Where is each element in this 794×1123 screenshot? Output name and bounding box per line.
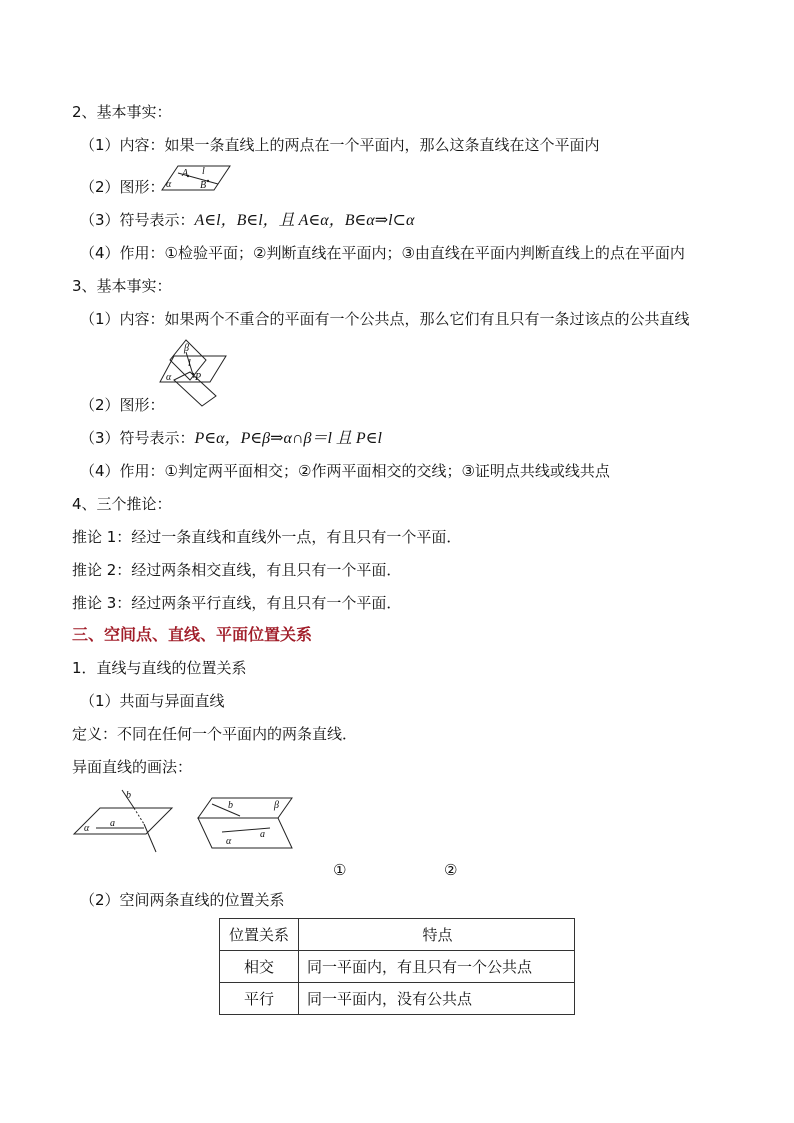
section3-sub1-2: （2）空间两条直线的位置关系 (80, 891, 285, 909)
skew-fig2-alpha: α (226, 836, 232, 847)
fact3-fig-alpha: α (166, 372, 172, 383)
corollary-1: 推论 1：经过一条直线和直线外一点，有且只有一个平面． (72, 528, 462, 546)
fact3-fig-l: l (188, 358, 191, 369)
table-row (220, 951, 575, 983)
table-cell: 平行 (220, 983, 299, 1015)
corollary-2: 推论 2：经过两条相交直线，有且只有一个平面． (72, 561, 402, 579)
table-header-row (220, 919, 575, 951)
skew-fig2-beta: β (274, 800, 279, 811)
fact3-planes-figure (160, 338, 230, 408)
skew-definition: 定义：不同在任何一个平面内的两条直线． (72, 725, 358, 743)
section3-title: 三、空间点、直线、平面位置关系 (72, 625, 313, 644)
table-cell: 相交 (220, 951, 299, 983)
skew-fig1-alpha: α (84, 823, 90, 834)
skew-figure-2 (196, 796, 296, 852)
skew-fig2-a: a (260, 829, 265, 840)
fact2-fig-alpha: α (166, 179, 172, 190)
fact3-symbol-expr: P∈α，P∈β⇒α∩β＝l 且 P∈l (194, 430, 382, 447)
table-header-cell: 位置关系 (220, 919, 299, 951)
fact2-fig-B: B (200, 180, 207, 191)
figure-number-2: ② (444, 861, 458, 879)
skew-drawing-label: 异面直线的画法： (72, 758, 193, 776)
fact2-fig-l: l (202, 166, 205, 177)
fact2-figure-label: （2）图形： (80, 178, 165, 196)
skew-figure-1 (74, 788, 174, 858)
fact2-symbol (80, 210, 414, 231)
fact3-symbol (80, 428, 382, 449)
fact3-heading: 3、基本事实： (72, 277, 172, 295)
figure-number-1: ① (333, 861, 347, 879)
fact3-figure-label: （2）图形： (80, 396, 165, 414)
fact2-content: （1）内容：如果一条直线上的两点在一个平面内，那么这条直线在这个平面内 (80, 136, 600, 154)
section3-sub1-1: （1）共面与异面直线 (80, 692, 225, 710)
corollary-3: 推论 3：经过两条平行直线，有且只有一个平面． (72, 594, 402, 612)
fact3-content: （1）内容：如果两个不重合的平面有一个公共点，那么它们有且只有一条过该点的公共直线 (80, 310, 690, 328)
skew-fig1-a: a (110, 818, 115, 829)
section3-sub1: 1．直线与直线的位置关系 (72, 659, 247, 677)
table-cell: 同一平面内，有且只有一个公共点 (299, 951, 575, 983)
skew-fig2-b: b (228, 800, 233, 811)
fact2-plane-figure (160, 164, 232, 192)
table-row (220, 983, 575, 1015)
table-cell: 同一平面内，没有公共点 (299, 983, 575, 1015)
corollaries-heading: 4、三个推论： (72, 495, 172, 513)
fact3-fig-beta: β (184, 343, 189, 354)
fact2-symbol-label: （3）符号表示： (80, 211, 195, 229)
fact2-heading: 2、基本事实： (72, 103, 172, 121)
fact2-fig-A: A (182, 168, 189, 179)
fact2-usage: （4）作用：①检验平面；②判断直线在平面内；③由直线在平面内判断直线上的点在平面内 (80, 244, 685, 262)
line-relation-table (219, 918, 575, 1015)
fact3-symbol-label: （3）符号表示： (80, 429, 195, 447)
fact2-symbol-expr: A∈l，B∈l，且 A∈α，B∈α⇒l⊂α (194, 212, 415, 229)
fact3-fig-P: P (195, 372, 202, 383)
fact3-usage: （4）作用：①判定两平面相交；②作两平面相交的交线；③证明点共线或线共点 (80, 462, 610, 480)
skew-fig1-b: b (126, 790, 131, 801)
table-header-cell: 特点 (299, 919, 575, 951)
